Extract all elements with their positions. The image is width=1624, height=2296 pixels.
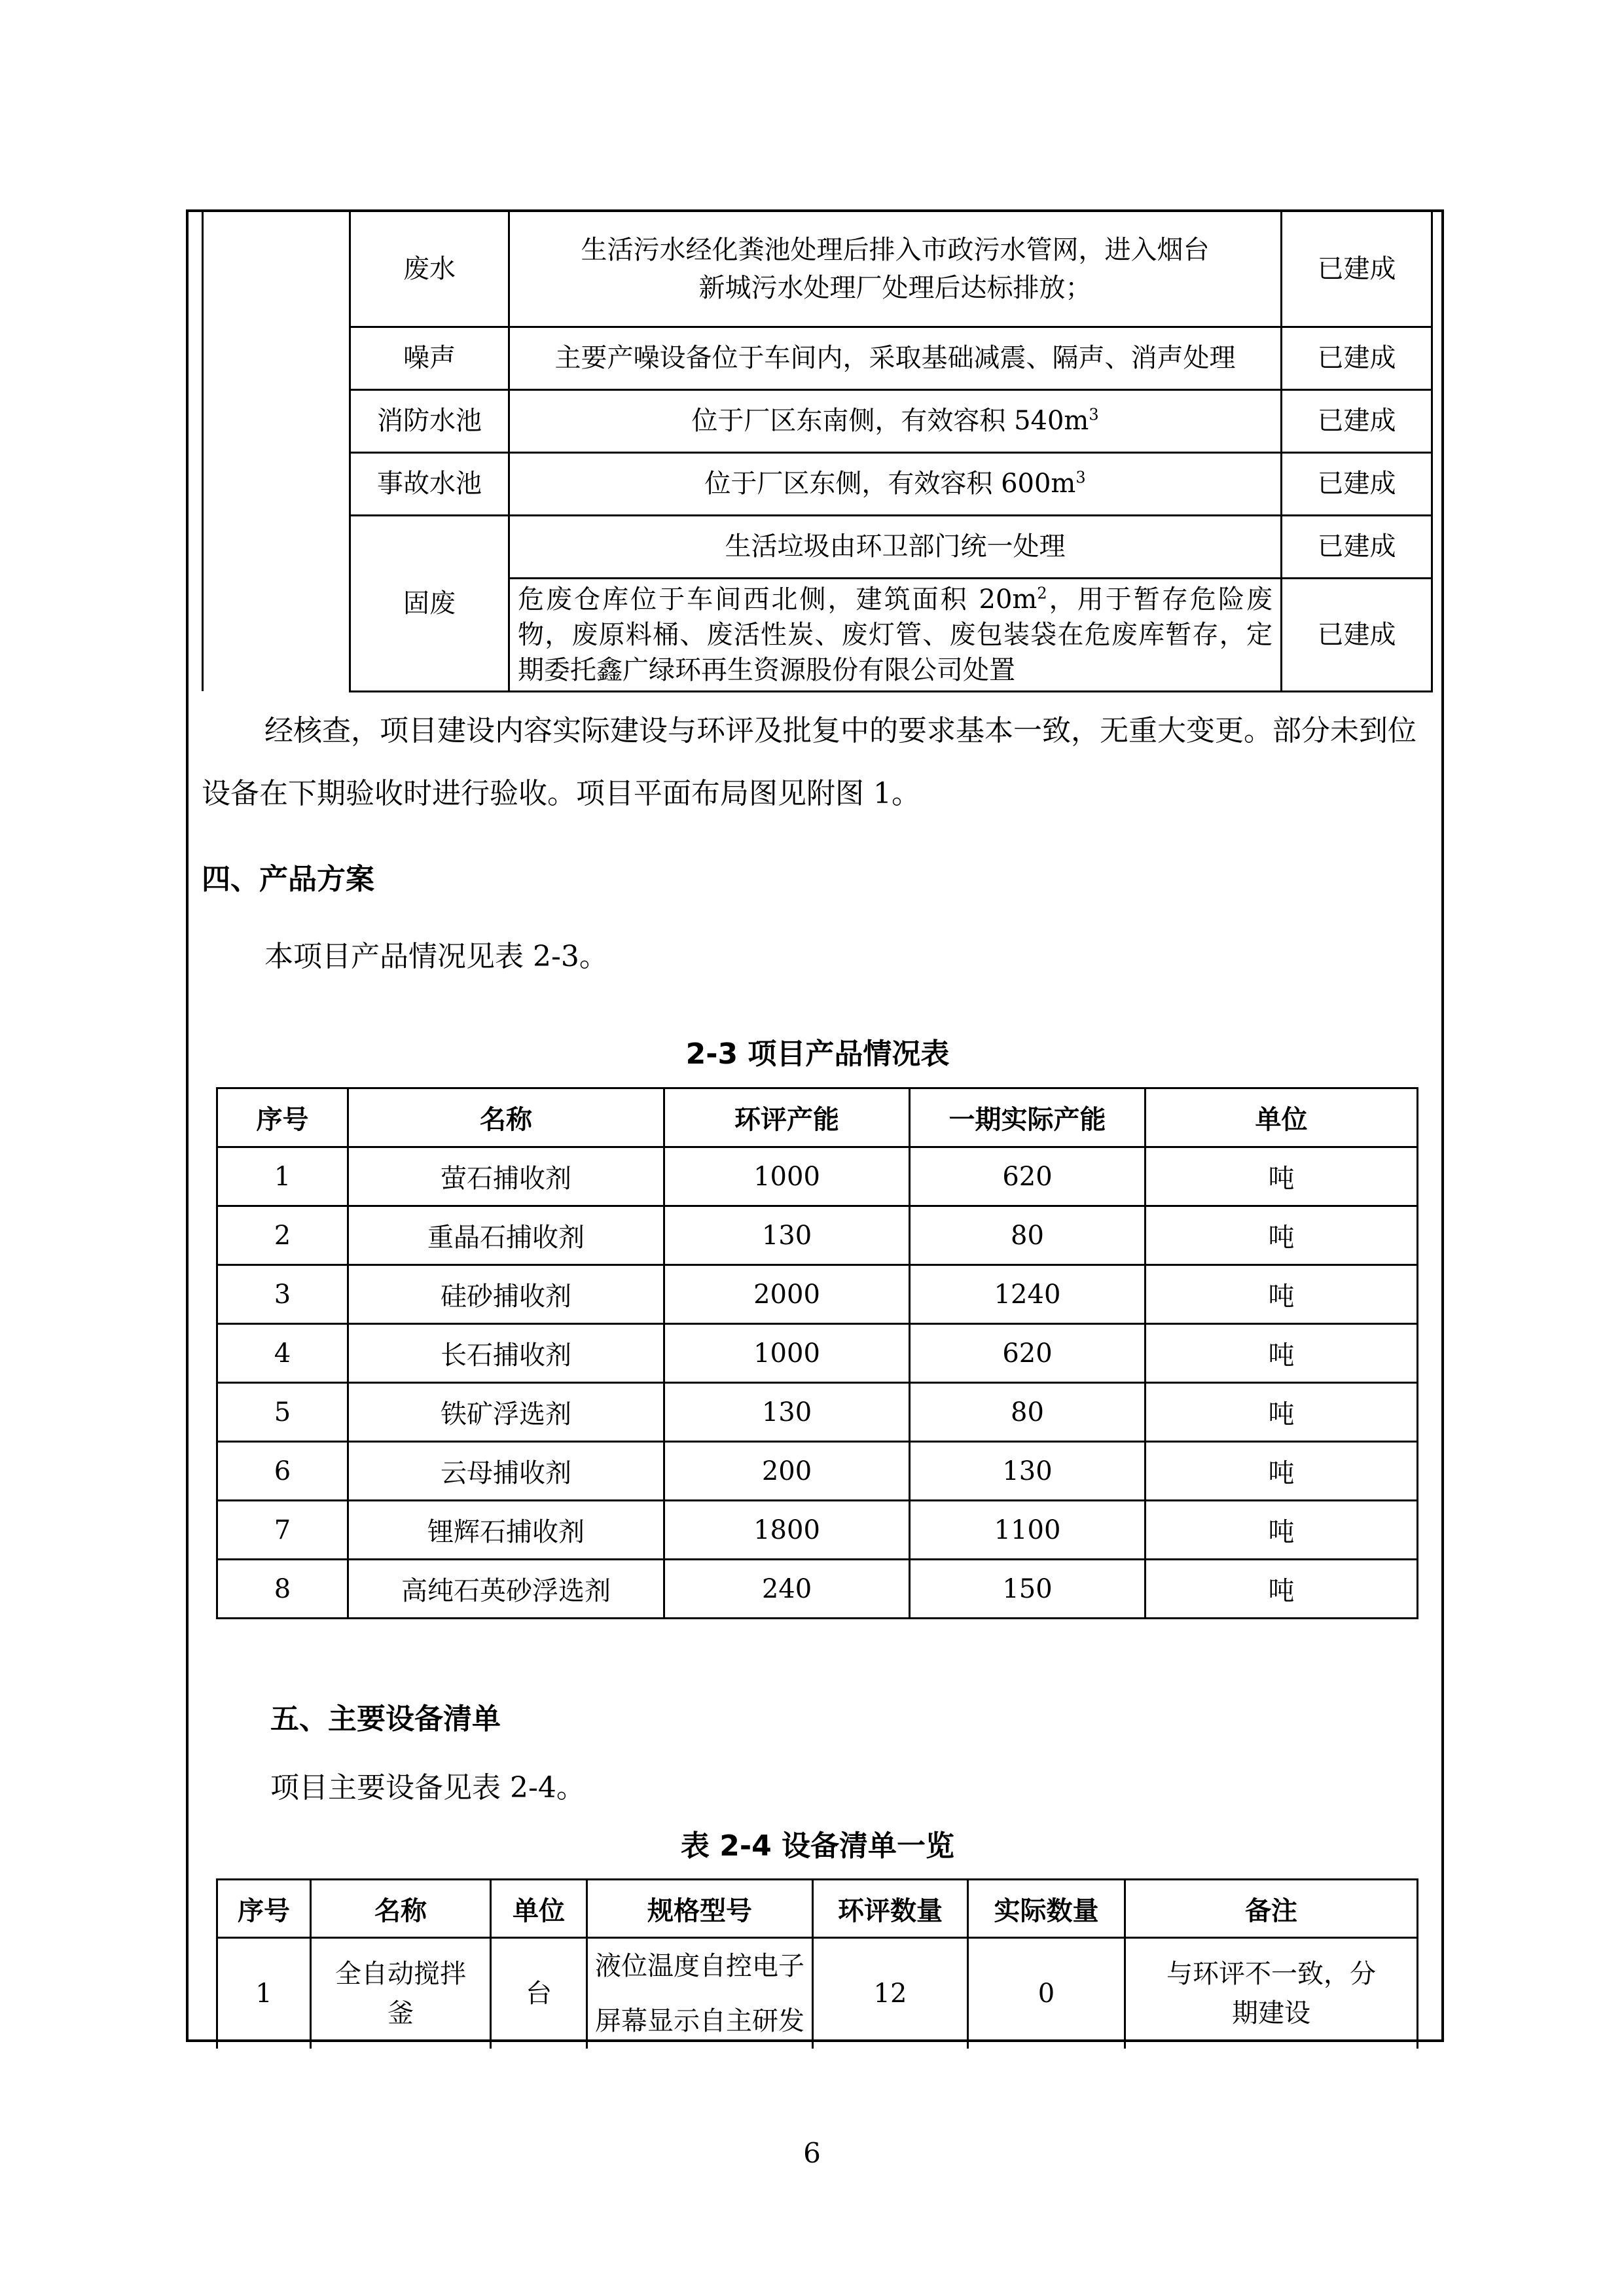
status-cell: 已建成 [1282, 515, 1432, 578]
category-cell: 事故水池 [350, 452, 509, 515]
table-2-3-caption: 2-3 项目产品情况表 [685, 1037, 950, 1071]
table-row: 1 萤石捕收剂 1000 620 吨 [217, 1147, 1418, 1206]
column-header: 序号 [217, 1088, 348, 1147]
status-cell: 已建成 [1282, 212, 1432, 327]
measure-cell: 主要产噪设备位于车间内，采取基础减震、隔声、消声处理 [509, 327, 1282, 389]
status-cell: 已建成 [1282, 578, 1432, 691]
table-header-row [217, 1880, 1418, 1938]
column-header: 实际数量 [968, 1880, 1125, 1938]
category-cell: 噪声 [350, 327, 509, 389]
table-row [203, 327, 1432, 389]
column-header: 一期实际产能 [910, 1088, 1146, 1147]
table-row: 2 重晶石捕收剂 130 80 吨 [217, 1206, 1418, 1265]
page-frame [186, 209, 1444, 2042]
column-header: 单位 [491, 1880, 587, 1938]
column-header: 环评数量 [813, 1880, 968, 1938]
category-cell: 固废 [350, 515, 509, 691]
table-2-4-caption: 表 2-4 设备清单一览 [680, 1829, 955, 1863]
category-cell: 废水 [350, 212, 509, 327]
status-cell: 已建成 [1282, 327, 1432, 389]
status-cell: 已建成 [1282, 452, 1432, 515]
table-row [203, 452, 1432, 515]
section5-intro: 项目主要设备见表 2-4。 [270, 1771, 585, 1804]
section5-heading: 五、主要设备清单 [270, 1702, 501, 1736]
column-header: 单位 [1146, 1088, 1418, 1147]
table-row [203, 389, 1432, 452]
check-paragraph: 经核查，项目建设内容实际建设与环评及批复中的要求基本一致，无重大变更。部分未到位设备在下期验收时进行验收。项目平面布局图见附图 1。 [202, 714, 1416, 810]
env-protection-table [202, 212, 1433, 692]
table-row: 6 云母捕收剂 200 130 吨 [217, 1442, 1418, 1501]
table-row: 5 铁矿浮选剂 130 80 吨 [217, 1383, 1418, 1442]
table-row: 8 高纯石英砂浮选剂 240 150 吨 [217, 1560, 1418, 1619]
measure-cell: 生活污水经化粪池处理后排入市政污水管网，进入烟台 新城污水处理厂处理后达标排放； [509, 212, 1282, 327]
measure-cell: 位于厂区东南侧，有效容积 $540m^3$ [509, 389, 1282, 452]
status-cell: 已建成 [1282, 389, 1432, 452]
table-header-row [217, 1088, 1418, 1147]
column-header: 环评产能 [664, 1088, 910, 1147]
column-header: 名称 [348, 1088, 664, 1147]
measure-cell: 位于厂区东侧，有效容积 $600m^3$ [509, 452, 1282, 515]
column-header: 序号 [217, 1880, 311, 1938]
equipment-table [216, 1878, 1418, 2049]
column-header: 规格型号 [587, 1880, 813, 1938]
table-row: 3 硅砂捕收剂 2000 1240 吨 [217, 1265, 1418, 1324]
table-row: 7 锂辉石捕收剂 1800 1100 吨 [217, 1501, 1418, 1560]
table-row [203, 212, 1432, 327]
table-row: 4 长石捕收剂 1000 620 吨 [217, 1324, 1418, 1383]
column-header: 名称 [311, 1880, 491, 1938]
category-cell: 消防水池 [350, 389, 509, 452]
section4-heading: 四、产品方案 [202, 863, 374, 896]
table-row [203, 515, 1432, 578]
product-table [216, 1087, 1418, 1619]
column-header: 备注 [1125, 1880, 1418, 1938]
measure-cell: 生活垃圾由环卫部门统一处理 [509, 515, 1282, 578]
section4-intro: 本项目产品情况见表 2-3。 [264, 940, 608, 973]
page-number: 6 [803, 2137, 821, 2169]
table-row: 1 全自动搅拌 釜 台 液位温度自控电子 屏幕显示自主研发 12 0 与环评不一致，分 期建设 [217, 1938, 1418, 2049]
measure-cell: 危废仓库位于车间西北侧，建筑面积 $20m^2$，用于暂存危险废物，废原料桶、废活性炭、废灯管、废包装袋在危废库暂存，定期委托鑫广绿环再生资源股份有限公司处置 [509, 578, 1282, 691]
